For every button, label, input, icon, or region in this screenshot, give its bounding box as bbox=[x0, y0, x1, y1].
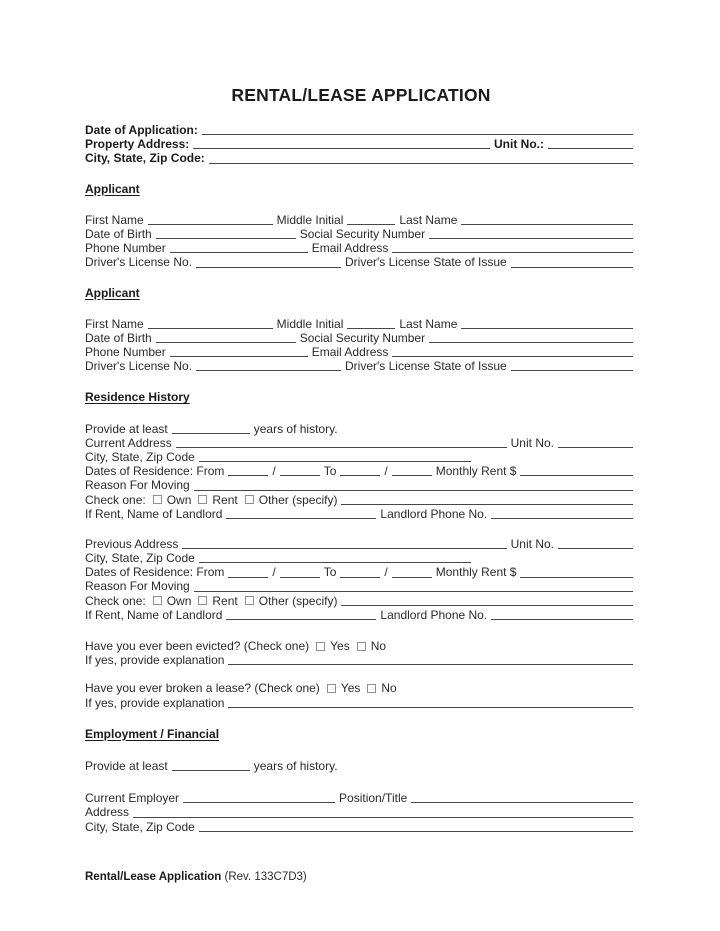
residence-years-of-history-line[interactable] bbox=[172, 429, 250, 434]
previous-city-row bbox=[85, 551, 637, 565]
applicant-2-drivers-license-no-line[interactable] bbox=[196, 366, 341, 371]
field-label: Dates of Residence: From bbox=[85, 565, 225, 580]
current-to-year-line[interactable] bbox=[392, 471, 432, 476]
field-label: Unit No. bbox=[510, 536, 554, 551]
applicant-2-middle-initial-line[interactable] bbox=[347, 324, 395, 329]
field-label: Own bbox=[166, 492, 192, 507]
broken-lease-question-row bbox=[85, 681, 637, 695]
current-address-row bbox=[85, 436, 637, 450]
field-label: City, State, Zip Code: bbox=[85, 151, 205, 166]
residence-history-heading-label: Residence History bbox=[85, 390, 190, 405]
field-label: If Rent, Name of Landlord bbox=[85, 607, 223, 622]
date-of-application-row bbox=[85, 123, 637, 137]
current-own-checkbox[interactable] bbox=[153, 495, 162, 504]
field-label: No bbox=[381, 681, 397, 696]
residence-history-heading bbox=[85, 390, 637, 404]
current-rent-checkbox[interactable] bbox=[198, 495, 207, 504]
current-monthly-rent-line[interactable] bbox=[520, 471, 633, 476]
current-check-row bbox=[85, 493, 637, 507]
applicant-2-email-address-line[interactable] bbox=[392, 352, 633, 357]
previous-monthly-rent-line[interactable] bbox=[520, 573, 633, 578]
current-other-specify-line[interactable] bbox=[341, 500, 633, 505]
field-label: Date of Birth bbox=[85, 226, 152, 241]
form-title: RENTAL/LEASE APPLICATION bbox=[231, 85, 491, 105]
field-label: If Rent, Name of Landlord bbox=[85, 506, 223, 521]
current-other-checkbox[interactable] bbox=[245, 495, 254, 504]
field-label: Date of Application: bbox=[85, 122, 198, 137]
field-label: Current Employer bbox=[85, 791, 180, 806]
field-label: Previous Address bbox=[85, 536, 179, 551]
current-city-row bbox=[85, 450, 637, 464]
previous-own-checkbox[interactable] bbox=[153, 596, 162, 605]
broken-lease-explanation-line[interactable] bbox=[228, 703, 633, 708]
previous-to-year-line[interactable] bbox=[392, 573, 432, 578]
field-label: Email Address bbox=[311, 345, 389, 360]
property-address-row bbox=[85, 137, 637, 151]
previous-from-month-line[interactable] bbox=[228, 573, 268, 578]
previous-unit-no-line[interactable] bbox=[558, 544, 633, 549]
field-label: Have you ever broken a lease? (Check one) bbox=[85, 681, 320, 696]
field-label: Check one: bbox=[85, 492, 146, 507]
city-state-zip-line[interactable] bbox=[209, 159, 633, 164]
field-label: Provide at least bbox=[85, 421, 168, 436]
field-label: Driver's License State of Issue bbox=[345, 255, 507, 270]
field-label: Rent bbox=[212, 492, 238, 507]
applicant-2-phone-row bbox=[85, 345, 637, 359]
field-label: Driver's License No. bbox=[85, 359, 192, 374]
evicted-no-checkbox[interactable] bbox=[357, 642, 366, 651]
applicant-1-last-name-line[interactable] bbox=[461, 220, 633, 225]
form-body bbox=[85, 123, 637, 834]
applicant-2-date-of-birth-line[interactable] bbox=[156, 338, 296, 343]
applicant-1-first-name-line[interactable] bbox=[148, 220, 273, 225]
field-label: Dates of Residence: From bbox=[85, 464, 225, 479]
field-label: To bbox=[323, 565, 337, 580]
applicant-2-name-row bbox=[85, 317, 637, 331]
field-label: First Name bbox=[85, 212, 144, 227]
residence-provide-row bbox=[85, 422, 637, 436]
employment-provide-row bbox=[85, 759, 637, 773]
previous-city-state-zip-line[interactable] bbox=[199, 558, 471, 563]
field-label: Own bbox=[166, 593, 192, 608]
employer-city-state-zip-line[interactable] bbox=[199, 827, 633, 832]
applicant-1-drivers-license-state-line[interactable] bbox=[511, 263, 633, 268]
employment-years-of-history-line[interactable] bbox=[172, 766, 250, 771]
previous-landlord-row bbox=[85, 608, 637, 622]
field-label: City, State, Zip Code bbox=[85, 449, 195, 464]
field-label: Yes bbox=[340, 681, 361, 696]
unit-no-line[interactable] bbox=[548, 144, 633, 149]
field-label: Driver's License State of Issue bbox=[345, 359, 507, 374]
applicant-1-phone-row bbox=[85, 241, 637, 255]
previous-other-checkbox[interactable] bbox=[245, 596, 254, 605]
field-label: Rent bbox=[212, 593, 238, 608]
previous-dates-row bbox=[85, 565, 637, 579]
previous-other-specify-line[interactable] bbox=[341, 601, 633, 606]
applicant-2-dob-row bbox=[85, 331, 637, 345]
field-label: First Name bbox=[85, 316, 144, 331]
field-label: / bbox=[384, 565, 388, 580]
applicant-1-drivers-license-no-line[interactable] bbox=[196, 263, 341, 268]
field-label: Last Name bbox=[399, 212, 458, 227]
previous-rent-checkbox[interactable] bbox=[198, 596, 207, 605]
field-label: Middle Initial bbox=[276, 212, 344, 227]
applicant-2-heading bbox=[85, 286, 637, 300]
applicant-1-email-address-line[interactable] bbox=[392, 248, 633, 253]
city-state-zip-row bbox=[85, 151, 637, 165]
position-title-line[interactable] bbox=[411, 798, 633, 803]
field-label: Reason For Moving bbox=[85, 579, 190, 594]
field-label: Phone Number bbox=[85, 345, 166, 360]
applicant-1-phone-number-line[interactable] bbox=[170, 248, 308, 253]
field-label: Other (specify) bbox=[258, 492, 338, 507]
field-label: / bbox=[384, 464, 388, 479]
applicant-2-phone-number-line[interactable] bbox=[170, 352, 308, 357]
previous-from-year-line[interactable] bbox=[280, 573, 320, 578]
field-label: Email Address bbox=[311, 241, 389, 256]
evicted-question-row bbox=[85, 639, 637, 653]
previous-reason-row bbox=[85, 580, 637, 594]
applicant-1-dob-row bbox=[85, 227, 637, 241]
applicant-2-last-name-line[interactable] bbox=[461, 324, 633, 329]
employer-address-line[interactable] bbox=[133, 813, 633, 818]
footer-revision: (Rev. 133C7D3) bbox=[221, 871, 307, 883]
field-label: Yes bbox=[330, 639, 350, 654]
field-label: years of history. bbox=[253, 758, 338, 773]
employment-financial-heading-label: Employment / Financial bbox=[85, 726, 220, 741]
applicant-1-heading-label: Applicant bbox=[85, 181, 140, 196]
field-label: Last Name bbox=[399, 316, 458, 331]
current-from-year-line[interactable] bbox=[280, 471, 320, 476]
previous-address-row bbox=[85, 537, 637, 551]
property-address-line[interactable] bbox=[193, 144, 490, 149]
field-label: Reason For Moving bbox=[85, 478, 190, 493]
field-label: / bbox=[272, 565, 276, 580]
current-unit-no-line[interactable] bbox=[558, 443, 633, 448]
applicant-2-heading-label: Applicant bbox=[85, 285, 140, 300]
field-label: City, State, Zip Code bbox=[85, 819, 195, 834]
footer-form-name: Rental/Lease Application bbox=[85, 871, 222, 883]
field-label: Driver's License No. bbox=[85, 255, 192, 270]
field-label: Provide at least bbox=[85, 758, 168, 773]
field-label: Phone Number bbox=[85, 241, 166, 256]
previous-landlord-phone-line[interactable] bbox=[491, 615, 633, 620]
broken-lease-explanation-row bbox=[85, 696, 637, 710]
employer-city-row bbox=[85, 820, 637, 834]
evicted-explanation-row bbox=[85, 653, 637, 667]
field-label: Middle Initial bbox=[276, 316, 344, 331]
applicant-2-first-name-line[interactable] bbox=[148, 324, 273, 329]
field-label: Unit No.: bbox=[494, 137, 544, 152]
field-label: Landlord Phone No. bbox=[380, 607, 488, 622]
field-label: Current Address bbox=[85, 435, 172, 450]
field-label: No bbox=[370, 639, 387, 654]
current-landlord-name-line[interactable] bbox=[226, 514, 376, 519]
current-reason-row bbox=[85, 478, 637, 492]
current-landlord-phone-line[interactable] bbox=[491, 514, 633, 519]
footer-note bbox=[85, 871, 307, 883]
previous-to-month-line[interactable] bbox=[340, 573, 380, 578]
applicant-2-ssn-line[interactable] bbox=[429, 338, 633, 343]
applicant-1-heading bbox=[85, 182, 637, 196]
field-label: Unit No. bbox=[510, 435, 554, 450]
previous-check-row bbox=[85, 594, 637, 608]
field-label: Property Address: bbox=[85, 137, 190, 152]
applicant-2-drivers-license-state-line[interactable] bbox=[511, 366, 633, 371]
evicted-explanation-line[interactable] bbox=[228, 660, 633, 665]
field-label: To bbox=[323, 464, 337, 479]
current-employer-row bbox=[85, 791, 637, 805]
field-label: City, State, Zip Code bbox=[85, 551, 195, 566]
applicant-2-license-row bbox=[85, 359, 637, 373]
current-address-line[interactable] bbox=[176, 443, 507, 448]
applicant-1-name-row bbox=[85, 213, 637, 227]
field-label: Other (specify) bbox=[258, 593, 338, 608]
previous-landlord-name-line[interactable] bbox=[226, 615, 376, 620]
field-label: Check one: bbox=[85, 593, 146, 608]
field-label: Have you ever been evicted? (Check one) bbox=[85, 639, 310, 654]
field-label: If yes, provide explanation bbox=[85, 653, 225, 668]
previous-address-line[interactable] bbox=[182, 544, 506, 549]
field-label: Monthly Rent $ bbox=[435, 565, 517, 580]
field-label: Address bbox=[85, 805, 130, 820]
date-of-application-line[interactable] bbox=[202, 130, 633, 135]
current-to-month-line[interactable] bbox=[340, 471, 380, 476]
employer-address-row bbox=[85, 805, 637, 819]
applicant-1-middle-initial-line[interactable] bbox=[347, 220, 395, 225]
field-label: Social Security Number bbox=[299, 226, 426, 241]
field-label: Date of Birth bbox=[85, 330, 152, 345]
field-label: years of history. bbox=[253, 421, 338, 436]
field-label: Social Security Number bbox=[299, 330, 426, 345]
broken-lease-yes-checkbox[interactable] bbox=[327, 684, 336, 693]
current-city-state-zip-line[interactable] bbox=[199, 457, 471, 462]
previous-reason-for-moving-line[interactable] bbox=[194, 587, 633, 592]
field-label: Monthly Rent $ bbox=[435, 464, 517, 479]
field-label: Landlord Phone No. bbox=[380, 506, 488, 521]
current-from-month-line[interactable] bbox=[228, 471, 268, 476]
broken-lease-no-checkbox[interactable] bbox=[367, 684, 376, 693]
field-label: Position/Title bbox=[339, 791, 408, 806]
evicted-yes-checkbox[interactable] bbox=[316, 642, 325, 651]
current-employer-line[interactable] bbox=[183, 798, 335, 803]
field-label: / bbox=[272, 464, 276, 479]
field-label: If yes, provide explanation bbox=[85, 695, 225, 710]
current-dates-row bbox=[85, 464, 637, 478]
applicant-1-date-of-birth-line[interactable] bbox=[156, 234, 296, 239]
applicant-1-license-row bbox=[85, 255, 637, 269]
current-landlord-row bbox=[85, 507, 637, 521]
employment-financial-heading bbox=[85, 727, 637, 741]
current-reason-for-moving-line[interactable] bbox=[194, 486, 633, 491]
applicant-1-ssn-line[interactable] bbox=[429, 234, 633, 239]
